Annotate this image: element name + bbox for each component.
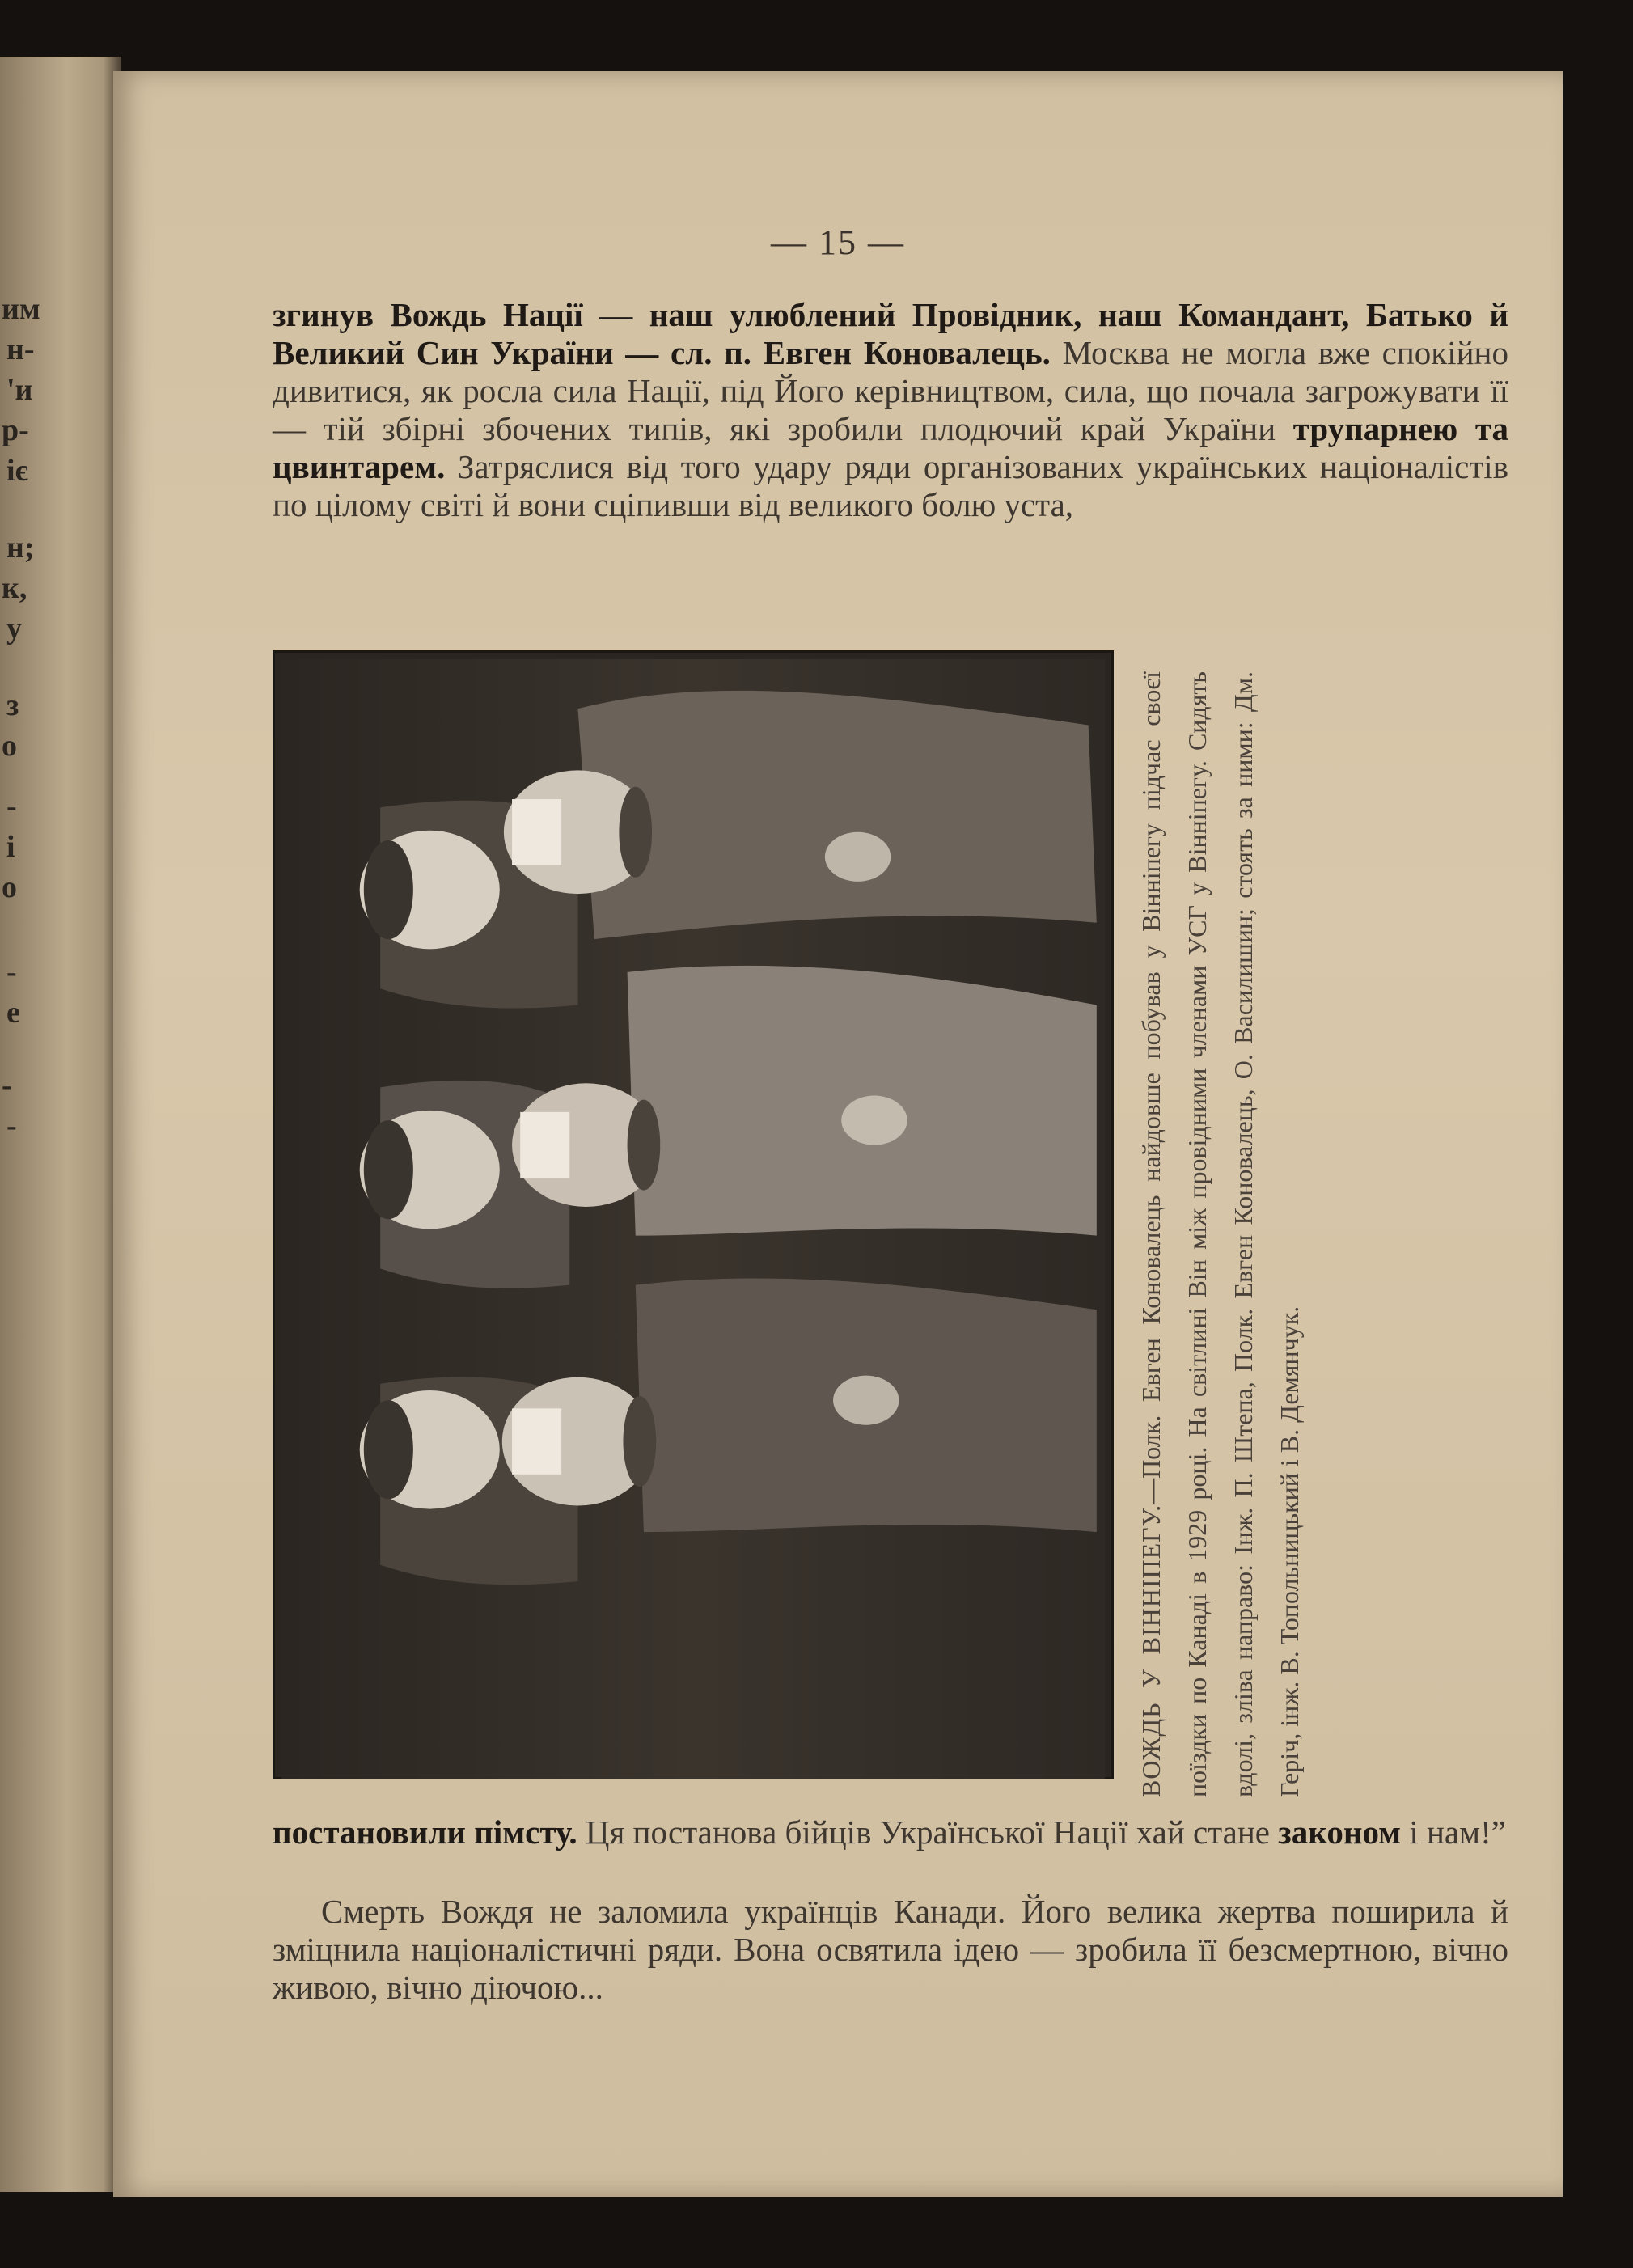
page-number: — 15 — [771, 222, 905, 262]
previous-page-fragment: - [2, 1068, 12, 1102]
previous-page-fragment: н; [6, 531, 35, 565]
previous-page-fragment: іє [6, 454, 28, 488]
paragraph-1 [273, 296, 1508, 524]
paragraph-1-text-a: Москва не могла вже спокійно дивитися, як росла сила Нації, під Його керівництвом, сила, що почала загрожувати її — тій збірні збочених типів, які зробили плодючий край України [273, 334, 1508, 447]
previous-page-fragment: о [2, 729, 17, 763]
photograph-image [281, 659, 1105, 1779]
paragraph-3: Смерть Вождя не заломила українців Канади. Його велика жертва поширила й зміцнила націоналістичні ряди. Вона освятила ідею — зробила її безсмертною, вічно живою, вічно діючою... [273, 1893, 1508, 2006]
previous-page-fragment: им [2, 292, 40, 326]
previous-page-fragment: - [6, 1109, 17, 1143]
previous-page-edge [0, 57, 121, 2192]
paragraph-2-bold-lead: постановили пімсту. [273, 1813, 577, 1851]
previous-page-fragment: у [6, 611, 22, 645]
previous-page-fragment: н- [6, 332, 35, 366]
photo-caption-text [1128, 671, 1405, 1797]
group-photograph [273, 650, 1114, 1779]
previous-page-fragment: 'и [6, 373, 33, 407]
book-page [113, 71, 1563, 2197]
previous-page-fragment: - [6, 955, 17, 989]
previous-page-fragment: з [6, 688, 19, 722]
previous-page-fragment: - [6, 789, 17, 823]
photo-caption-title: ВОЖДЬ У ВІННІПЕГУ. [1136, 1504, 1166, 1797]
paragraph-1-text-b: Затряслися від того удару ряди організованих українських націоналістів по цілому світі й вони сціпивши від великого болю уста, [273, 448, 1508, 523]
paragraph-1-bold-lead: згинув Вождь Нації — наш улюблений Провідник, наш Командант, Батько й Великий Син України — сл. п. Евген Коновалець. [273, 296, 1508, 371]
previous-page-fragment: к, [2, 571, 27, 605]
previous-page-fragment: р- [2, 413, 29, 447]
previous-page-fragment: о [2, 870, 17, 904]
paragraph-2 [273, 1813, 1508, 1851]
paragraph-2-bold-mid: законом [1278, 1813, 1402, 1851]
previous-page-text-fragments [0, 57, 121, 2192]
previous-page-fragment: і [6, 830, 15, 864]
previous-page-fragment: е [6, 996, 20, 1030]
paragraph-2-text-b: і нам!” [1401, 1813, 1506, 1851]
paragraph-1-bold-mid: трупарнею та цвинтарем. [273, 410, 1508, 485]
paragraph-2-text-a: Ця постанова бійців Української Нації хай стане [577, 1813, 1279, 1851]
photo-caption [1128, 671, 1405, 1797]
photo-caption-body: —Полк. Евген Коновалець найдовше побував у Вінніпегу підчас своєї поїздки по Канаді в 1929 році. На світлині Він між провідними членами УСГ у Вінніпегу. Сидять вдолі, зліва направо: Інж. П. Штепа, Полк. Евген Коновалець, О. Василишин; стоять за ними: Дм. Геріч, інж. В. Топольницький і В. Демянчук. [1136, 671, 1304, 1797]
